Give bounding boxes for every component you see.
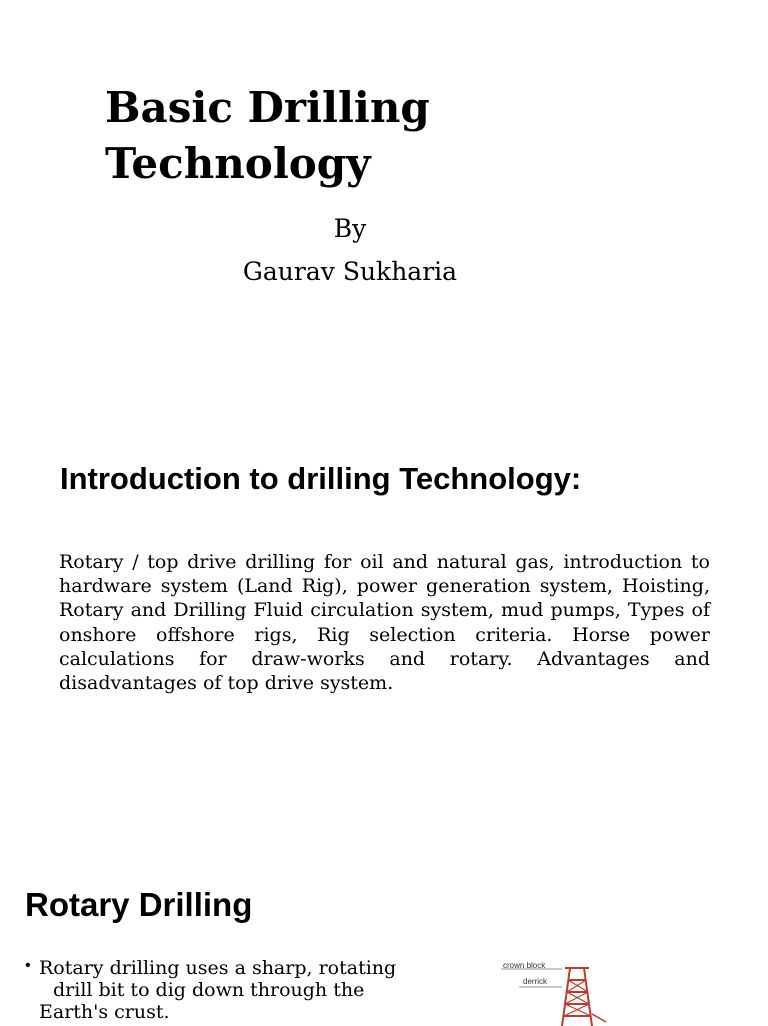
crown-block-label: crown block — [503, 961, 546, 970]
title-slide — [0, 0, 768, 400]
derrick-guy-line — [592, 1014, 606, 1022]
rotary-drilling-slide — [0, 840, 768, 1024]
intro-slide — [0, 400, 768, 840]
derrick-left-leg — [562, 968, 570, 1026]
bullet-line: Rotary drilling uses a sharp, rotating — [39, 957, 397, 979]
derrick-structure — [562, 968, 606, 1026]
bullet-line: Earth's crust. — [39, 1001, 170, 1023]
derrick-label: derrick — [523, 977, 548, 986]
bullet-text — [39, 957, 422, 1023]
drilling-rig-diagram — [494, 956, 614, 1026]
intro-body-text: Rotary / top drive drilling for oil and natural gas, introduction to hardware system (Land Rig), power generation system, Hoisting, Rotary and Drilling Fluid circulation system, mud pumps, Types of onshore offshore rigs, Rig selection criteria. Horse power calculations for draw-works and rotary. Advantages and disadvantages of top drive system. — [59, 551, 710, 695]
presentation-title: Basic Drilling Technology — [105, 83, 430, 188]
by-label: By — [333, 214, 367, 243]
intro-heading: Introduction to drilling Technology: — [60, 461, 582, 496]
bullet-icon: • — [25, 957, 31, 974]
derrick-right-leg — [584, 968, 592, 1026]
rotary-drilling-heading: Rotary Drilling — [25, 886, 253, 923]
bullet-line: drill bit to dig down through the — [53, 979, 365, 1001]
author-name: Gaurav Sukharia — [242, 257, 458, 286]
